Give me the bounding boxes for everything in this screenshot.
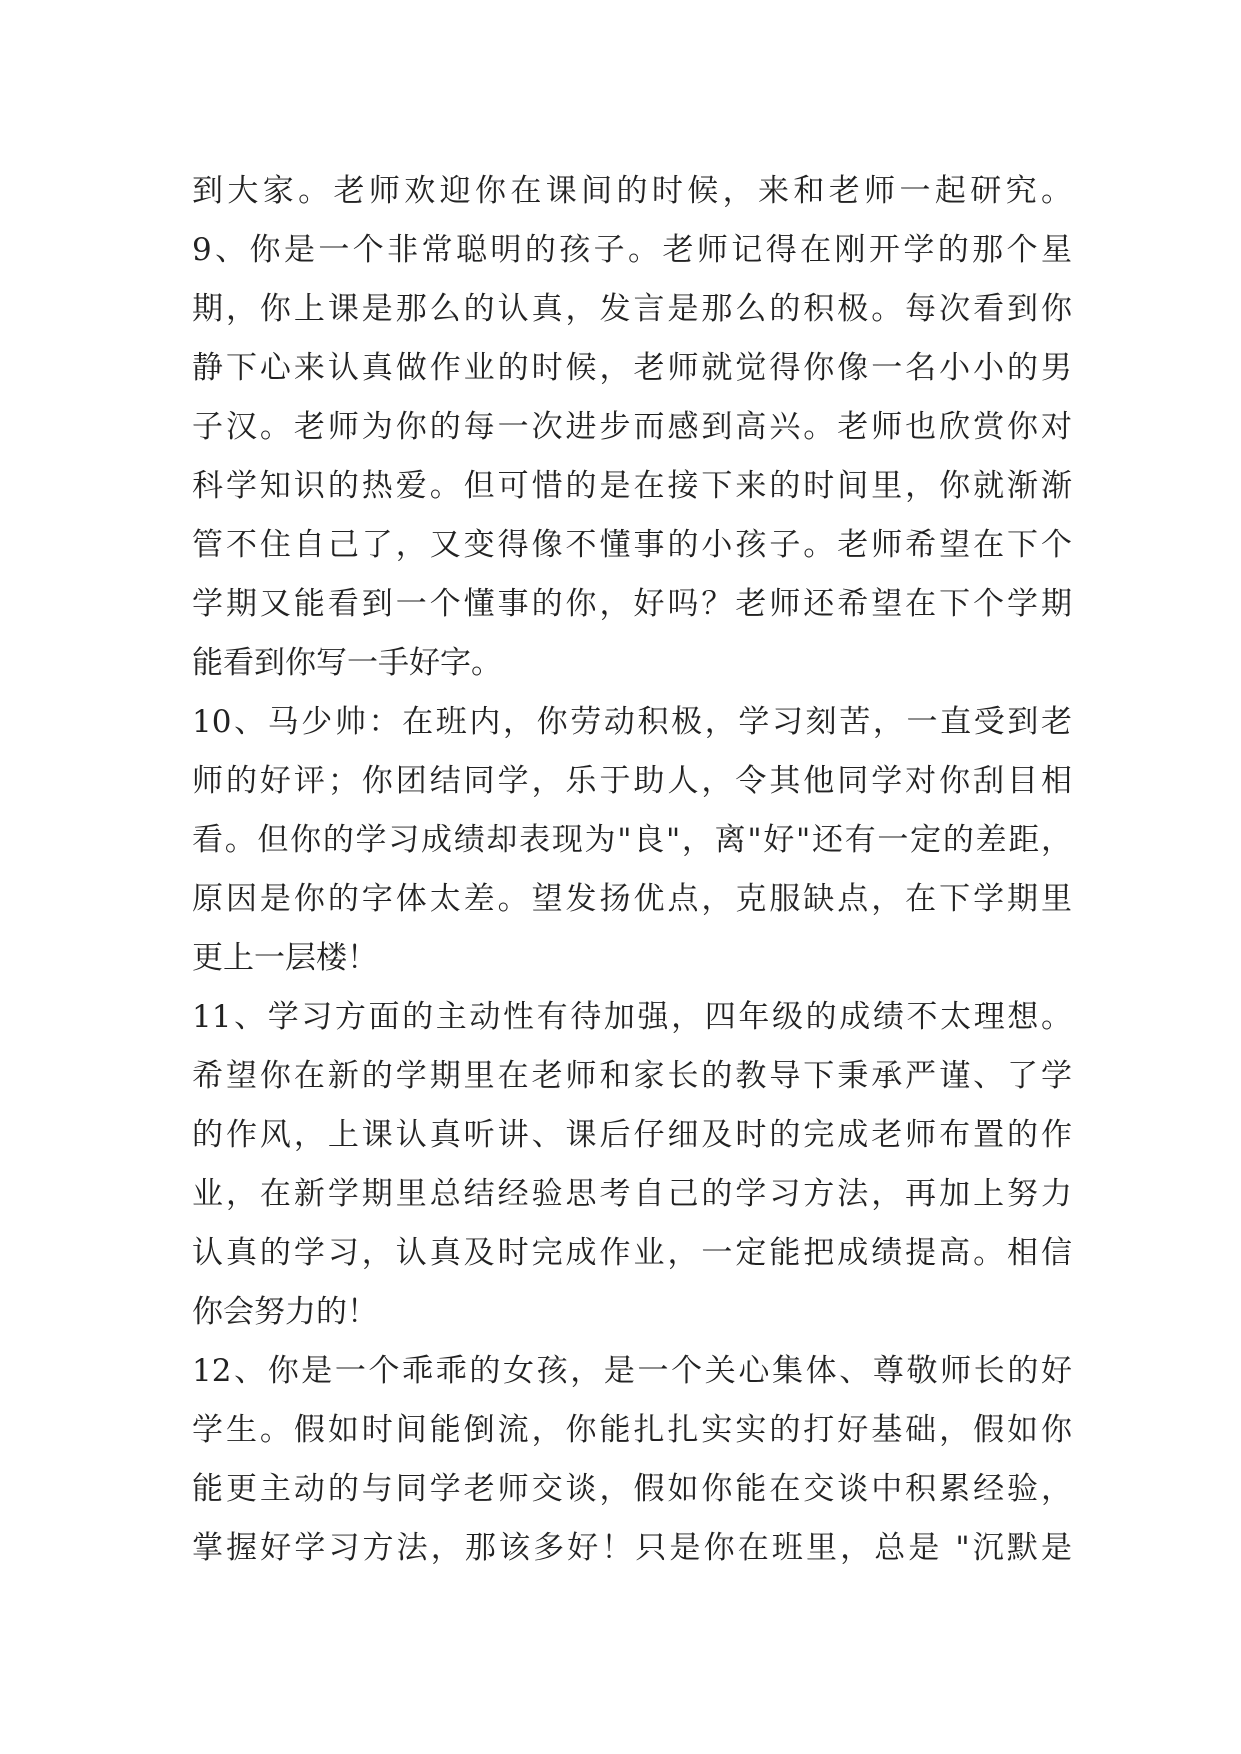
text-line: 9、你是一个非常聪明的孩子。老师记得在刚开学的那个星: [192, 232, 1072, 268]
text-line: 更上一层楼！: [192, 940, 378, 976]
text-line: 科学知识的热爱。但可惜的是在接下来的时间里，你就渐渐: [192, 468, 1072, 504]
text-line: 能更主动的与同学老师交谈，假如你能在交谈中积累经验，: [192, 1471, 1072, 1507]
text-line: 认真的学习，认真及时完成作业，一定能把成绩提高。相信: [192, 1235, 1072, 1271]
text-line: 到大家。老师欢迎你在课间的时候，来和老师一起研究。: [192, 173, 1072, 209]
text-line: 12、你是一个乖乖的女孩，是一个关心集体、尊敬师长的好: [192, 1353, 1072, 1389]
text-line: 管不住自己了，又变得像不懂事的小孩子。老师希望在下个: [192, 527, 1072, 563]
text-line: 学期又能看到一个懂事的你，好吗？老师还希望在下个学期: [192, 586, 1072, 622]
text-line: 看。但你的学习成绩却表现为"良"，离"好"还有一定的差距，: [192, 822, 1072, 858]
text-line: 业，在新学期里总结经验思考自己的学习方法，再加上努力: [192, 1176, 1072, 1212]
text-line: 10、马少帅：在班内，你劳动积极，学习刻苦，一直受到老: [192, 704, 1072, 740]
text-line: 能看到你写一手好字。: [192, 645, 502, 681]
text-line: 学生。假如时间能倒流，你能扎扎实实的打好基础，假如你: [192, 1412, 1072, 1448]
text-line: 希望你在新的学期里在老师和家长的教导下秉承严谨、了学: [192, 1058, 1072, 1094]
text-line: 静下心来认真做作业的时候，老师就觉得你像一名小小的男: [192, 350, 1072, 386]
text-line: 掌握好学习方法，那该多好！只是你在班里，总是 "沉默是: [192, 1530, 1072, 1566]
comment-text-body: [192, 162, 1072, 1578]
text-line: 子汉。老师为你的每一次进步而感到高兴。老师也欣赏你对: [192, 409, 1072, 445]
text-line: 期，你上课是那么的认真，发言是那么的积极。每次看到你: [192, 291, 1072, 327]
text-line: 11、学习方面的主动性有待加强，四年级的成绩不太理想。: [192, 999, 1072, 1035]
text-line: 的作风，上课认真听讲、课后仔细及时的完成老师布置的作: [192, 1117, 1072, 1153]
text-line: 你会努力的！: [192, 1294, 378, 1330]
text-line: 师的好评；你团结同学，乐于助人，令其他同学对你刮目相: [192, 763, 1072, 799]
text-line: 原因是你的字体太差。望发扬优点，克服缺点，在下学期里: [192, 881, 1072, 917]
